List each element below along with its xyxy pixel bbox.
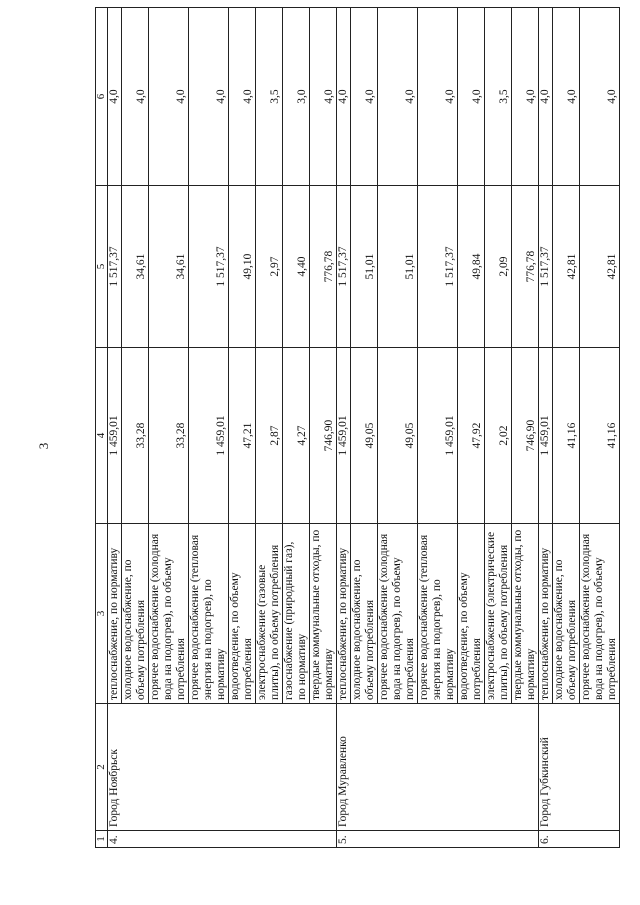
value-col-5: 1 517,37 (418, 186, 458, 348)
page-number: 3 (36, 442, 51, 450)
value-col-5: 1 517,37 (337, 186, 351, 348)
service-name: газоснабжение (природный газ), по нормативу (283, 524, 310, 704)
value-col-4: 49,05 (378, 348, 418, 524)
value-col-6: 4,0 (418, 8, 458, 186)
service-name: горячее водоснабжение (тепловая энергия на подогрев), по нормативу (189, 524, 229, 704)
value-col-4: 1 459,01 (337, 348, 351, 524)
service-name: теплоснабжение, по нормативу (108, 524, 122, 704)
value-col-4: 33,28 (149, 348, 189, 524)
value-col-4: 4,27 (283, 348, 310, 524)
value-col-6: 4,0 (512, 8, 539, 186)
value-col-4: 1 459,01 (539, 348, 553, 524)
header-col-1: 1 (96, 831, 108, 848)
value-col-5: 2,97 (256, 186, 283, 348)
service-name: водоотведение, по объему потребления (229, 524, 256, 704)
header-col-2: 2 (96, 704, 108, 831)
value-col-5: 776,78 (512, 186, 539, 348)
value-col-6: 4,0 (553, 8, 580, 186)
value-col-5: 49,10 (229, 186, 256, 348)
municipality-name: Город Муравленко (337, 704, 539, 831)
value-col-4: 1 459,01 (189, 348, 229, 524)
table-row (108, 8, 122, 848)
service-name: холодное водоснабжение, по объему потребления (122, 524, 149, 704)
service-name: холодное водоснабжение, по объему потребления (553, 524, 580, 704)
service-name: теплоснабжение, по нормативу (337, 524, 351, 704)
rotated-table-container (95, 8, 618, 848)
value-col-5: 42,81 (580, 186, 620, 348)
value-col-4: 1 459,01 (418, 348, 458, 524)
value-col-6: 4,0 (580, 8, 620, 186)
service-name: горячее водоснабжение (тепловая энергия на подогрев), по нормативу (418, 524, 458, 704)
value-col-4: 41,16 (553, 348, 580, 524)
value-col-6: 4,0 (122, 8, 149, 186)
value-col-5: 2,09 (485, 186, 512, 348)
value-col-6: 4,0 (337, 8, 351, 186)
value-col-6: 3,5 (256, 8, 283, 186)
value-col-5: 4,40 (283, 186, 310, 348)
value-col-5: 51,01 (351, 186, 378, 348)
value-col-4: 33,28 (122, 348, 149, 524)
service-name: холодное водоснабжение, по объему потребления (351, 524, 378, 704)
service-name: водоотведение, по объему потребления (458, 524, 485, 704)
value-col-5: 1 517,37 (539, 186, 553, 348)
value-col-6: 4,0 (458, 8, 485, 186)
value-col-5: 34,61 (122, 186, 149, 348)
value-col-6: 4,0 (310, 8, 337, 186)
service-name: твердые коммунальные отходы, по нормативу (310, 524, 337, 704)
value-col-4: 746,90 (512, 348, 539, 524)
value-col-6: 4,0 (108, 8, 122, 186)
header-col-4: 4 (96, 348, 108, 524)
value-col-4: 49,05 (351, 348, 378, 524)
service-name: горячее водоснабжение (холодная вода на подогрев), по объему потребления (580, 524, 620, 704)
value-col-4: 41,16 (580, 348, 620, 524)
table-row (539, 8, 553, 848)
value-col-6: 4,0 (378, 8, 418, 186)
header-col-5: 5 (96, 186, 108, 348)
service-name: твердые коммунальные отходы, по нормативу (512, 524, 539, 704)
value-col-6: 3,5 (485, 8, 512, 186)
value-col-6: 4,0 (539, 8, 553, 186)
value-col-5: 42,81 (553, 186, 580, 348)
value-col-5: 1 517,37 (108, 186, 122, 348)
municipality-name: Город Ноябрьск (108, 704, 337, 831)
value-col-6: 4,0 (229, 8, 256, 186)
service-name: теплоснабжение, по нормативу (539, 524, 553, 704)
header-col-3: 3 (96, 524, 108, 704)
header-row (96, 8, 108, 848)
value-col-5: 776,78 (310, 186, 337, 348)
row-number: 6. (539, 831, 620, 848)
value-col-4: 1 459,01 (108, 348, 122, 524)
value-col-6: 4,0 (189, 8, 229, 186)
header-col-6: 6 (96, 8, 108, 186)
value-col-4: 2,02 (485, 348, 512, 524)
value-col-6: 4,0 (149, 8, 189, 186)
value-col-4: 47,92 (458, 348, 485, 524)
value-col-5: 49,84 (458, 186, 485, 348)
tariff-table (95, 7, 620, 848)
value-col-4: 2,87 (256, 348, 283, 524)
value-col-6: 4,0 (351, 8, 378, 186)
service-name: электроснабжение (электрические плиты), по объему потребления (485, 524, 512, 704)
service-name: горячее водоснабжение (холодная вода на подогрев), по объему потребления (149, 524, 189, 704)
value-col-4: 47,21 (229, 348, 256, 524)
value-col-5: 1 517,37 (189, 186, 229, 348)
service-name: электроснабжение (газовые плиты), по объему потребления (256, 524, 283, 704)
value-col-4: 746,90 (310, 348, 337, 524)
table-row (337, 8, 351, 848)
municipality-name: Город Губкинский (539, 704, 620, 831)
value-col-6: 3,0 (283, 8, 310, 186)
service-name: горячее водоснабжение (холодная вода на подогрев), по объему потребления (378, 524, 418, 704)
table-body (108, 8, 620, 848)
row-number: 4. (108, 831, 337, 848)
row-number: 5. (337, 831, 539, 848)
value-col-5: 51,01 (378, 186, 418, 348)
value-col-5: 34,61 (149, 186, 189, 348)
